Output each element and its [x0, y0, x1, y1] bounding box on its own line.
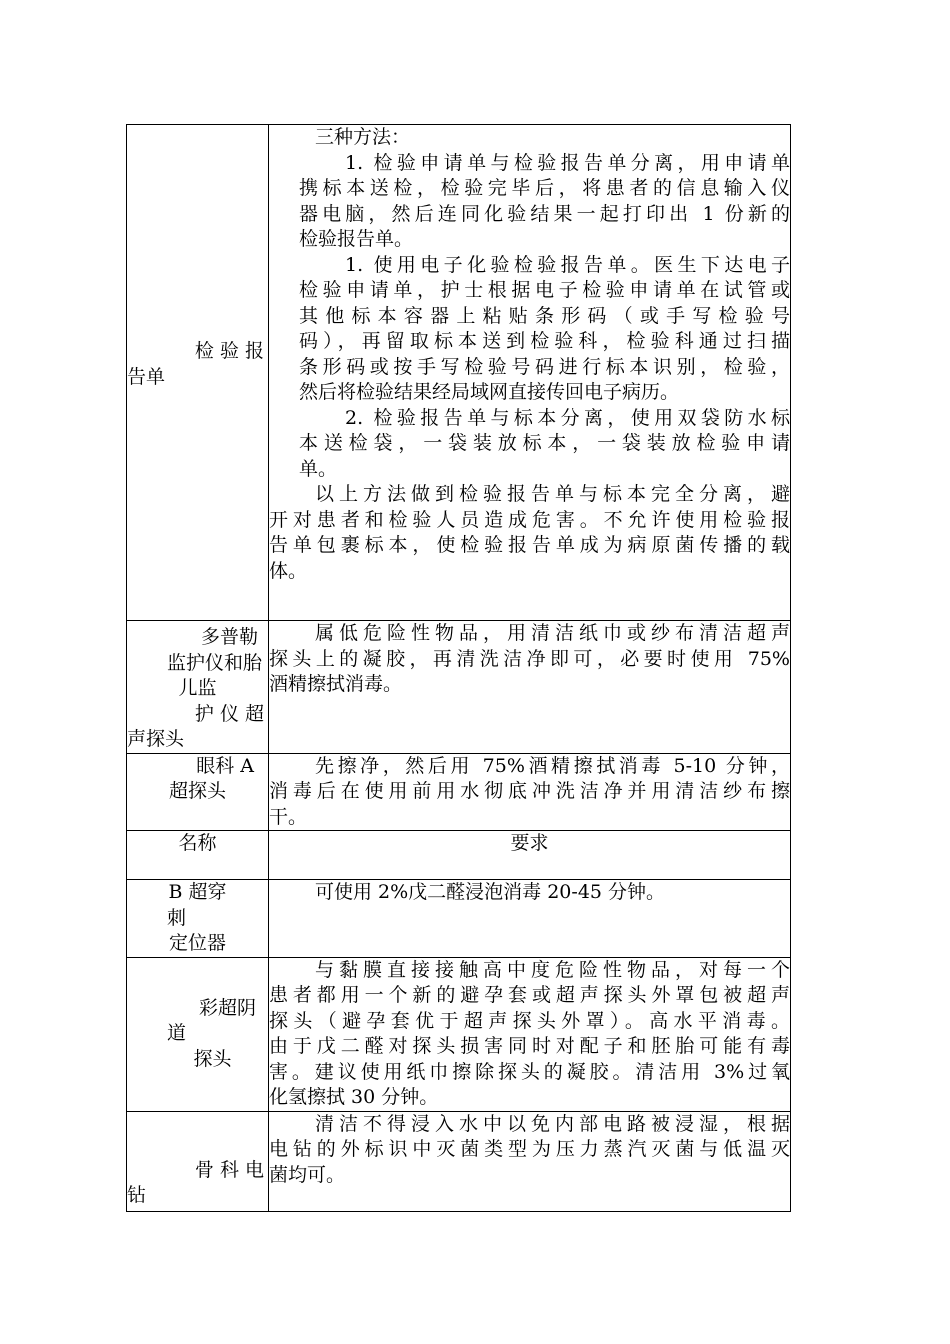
item-name-line: 眼科 A [196, 754, 254, 777]
item-name-line: 超探头 [168, 780, 226, 802]
method-line: 单。 [299, 457, 338, 480]
item-name-line: 监护仪和胎 [166, 651, 262, 674]
item-name-line: 护 仪 超 [194, 702, 264, 725]
requirement-line: 电钻的外标识中灭菌类型为压力蒸汽灭菌与低温灭 [269, 1138, 790, 1160]
item-name-line: 钻 [127, 1184, 147, 1206]
method-line: 1. 使用电子化验检验报告单。医生下达电子 [345, 253, 790, 276]
item-name-cell [127, 880, 269, 958]
item-name-line: 刺 [167, 906, 187, 929]
item-name-cell [127, 125, 269, 621]
table-row [127, 957, 791, 1111]
requirement-line: 菌均可。 [269, 1163, 346, 1186]
item-name-line: 彩超阴 [198, 996, 256, 1019]
requirement-line: 患者都用一个新的避孕套或超声探头外罩包被超声 [269, 984, 790, 1006]
item-name-line: 检 验 报 [194, 340, 264, 362]
table-row [127, 125, 791, 621]
requirement-cell [269, 753, 791, 831]
item-name-cell [127, 753, 269, 831]
method-line: 码），再留取标本送到检验科，检验科通过扫描 [299, 330, 790, 352]
requirement-line: 与黏膜直接接触高中度危险性物品，对每一个 [315, 958, 790, 981]
item-name-line: 多普勒 [200, 626, 258, 648]
item-name-line: 定位器 [168, 932, 226, 954]
table-header-row [127, 831, 791, 880]
item-name-cell [127, 621, 269, 754]
method-line: 器电脑，然后连同化验结果一起打印出 1 份新的 [299, 202, 790, 225]
disinfection-requirements-table [126, 124, 791, 1212]
method-line: 检验报告单。 [299, 228, 414, 250]
method-line: 条形码或按手写检验号码进行标本识别，检验， [299, 355, 790, 378]
requirement-cell [269, 957, 791, 1111]
requirement-line: 清洁不得浸入水中以免内部电路被浸湿，根据 [315, 1112, 790, 1135]
method-line: 1. 检验申请单与检验报告单分离，用申请单 [345, 151, 790, 174]
table-row [127, 753, 791, 831]
column-header-label: 名称 [178, 832, 217, 854]
table-row [127, 621, 791, 754]
requirement-cell [269, 125, 791, 621]
method-line: 携标本送检，检验完毕后，将患者的信息输入仪 [299, 177, 790, 199]
requirement-line: 化氢擦拭 30 分钟。 [269, 1086, 439, 1108]
table-row [127, 880, 791, 958]
method-line: 然后将检验结果经局域网直接传回电子病历。 [299, 381, 680, 403]
requirement-line: 干。 [269, 805, 308, 828]
methods-heading: 三种方法： [315, 126, 411, 148]
requirement-line: 消毒后在使用前用水彻底冲洗洁净并用清洁纱布擦 [269, 780, 790, 802]
method-line: 本送检袋，一袋装放标本，一袋装放检验申请 [299, 432, 790, 454]
item-name-cell [127, 957, 269, 1111]
summary-line: 体。 [269, 559, 308, 582]
requirement-cell [269, 880, 791, 958]
method-line: 其他标本容器上粘贴条形码（或手写检验号 [299, 304, 790, 327]
item-name-line: 道 [167, 1022, 187, 1045]
requirement-line: 酒精擦拭消毒。 [269, 673, 403, 695]
requirement-line: 探头（避孕套优于超声探头外罩）。高水平消毒。 [269, 1009, 790, 1032]
requirement-line: 先擦净，然后用 75%酒精擦拭消毒 5-10 分钟， [315, 754, 790, 777]
item-name-line: 声探头 [127, 728, 185, 750]
requirement-line: 探头上的凝胶，再清洗洁净即可，必要时使用 75% [269, 647, 790, 670]
column-header-name [127, 831, 269, 880]
method-line: 检验申请单，护士根据电子检验申请单在试管或 [299, 279, 790, 301]
requirement-cell [269, 1111, 791, 1211]
requirement-line: 害。建议使用纸巾擦除探头的凝胶。清洁用 3%过氧 [269, 1060, 790, 1083]
requirement-line: 由于戊二醛对探头损害同时对配子和胚胎可能有毒 [269, 1035, 790, 1057]
item-name-line: 探头 [193, 1047, 232, 1070]
requirement-line: 可使用 2%戊二醛浸泡消毒 20-45 分钟。 [315, 881, 666, 903]
requirement-cell [269, 621, 791, 754]
summary-line: 告单包裹标本，使检验报告单成为病原菌传播的载 [269, 534, 790, 556]
item-name-line: B 超穿 [168, 881, 227, 903]
summary-line: 开对患者和检验人员造成危害。不允许使用检验报 [269, 508, 790, 531]
requirement-line: 属低危险性物品，用清洁纸巾或纱布清洁超声 [315, 622, 790, 644]
column-header-requirement [269, 831, 791, 880]
method-line: 2. 检验报告单与标本分离，使用双袋防水标 [345, 406, 790, 429]
item-name-line: 骨 科 电 [194, 1158, 264, 1181]
item-name-cell [127, 1111, 269, 1211]
column-header-label: 要求 [510, 832, 549, 854]
item-name-line: 告单 [127, 365, 166, 388]
summary-line: 以上方法做到检验报告单与标本完全分离，避 [315, 483, 790, 505]
item-name-line: 儿监 [178, 677, 217, 699]
table-row [127, 1111, 791, 1211]
